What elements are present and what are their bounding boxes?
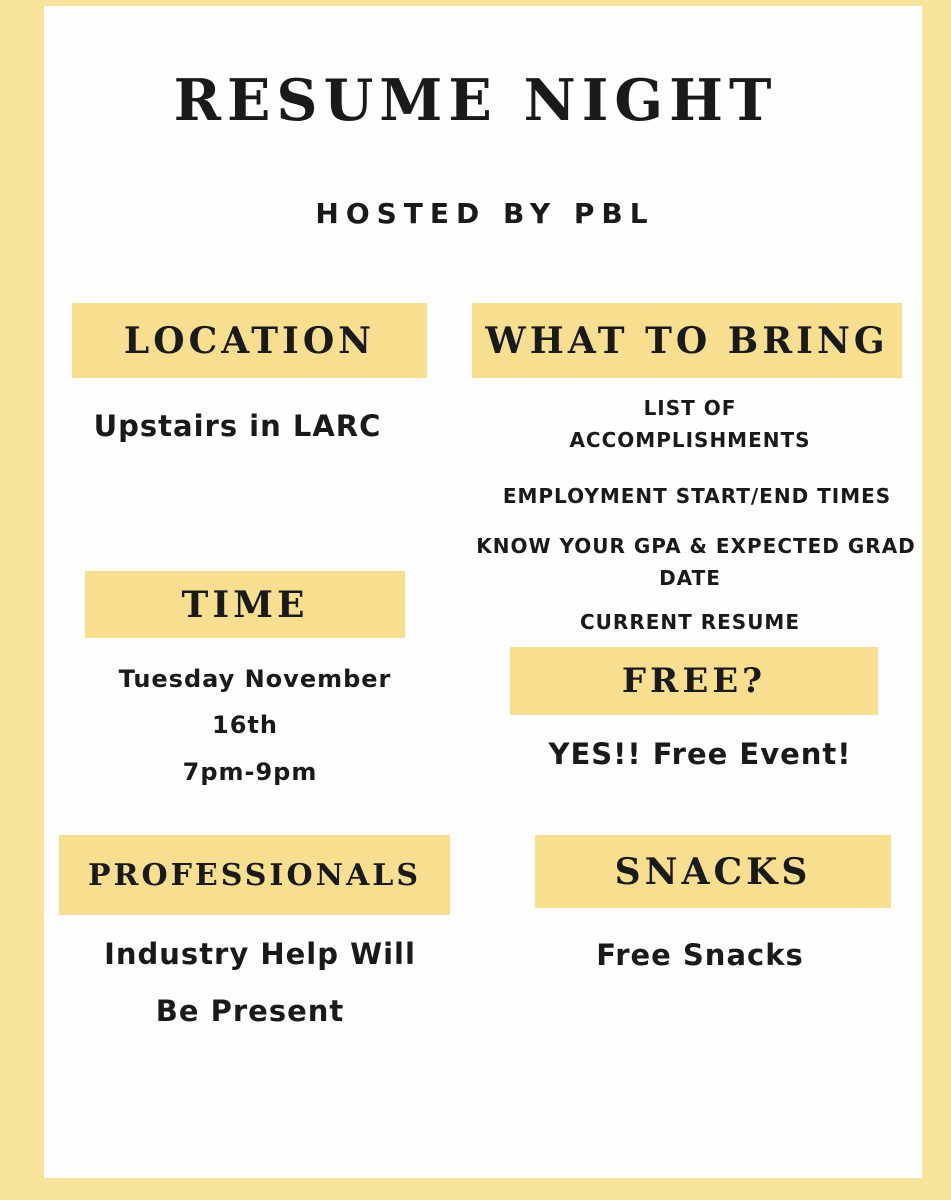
what-to-bring-item: EMPLOYMENT START/END TIMES <box>502 484 892 508</box>
time-line-day: Tuesday November <box>118 665 392 693</box>
free-heading: FREE? <box>510 647 878 715</box>
time-line-date: 16th <box>212 711 278 739</box>
what-to-bring-heading: WHAT TO BRING <box>472 303 902 378</box>
location-text: Upstairs in LARC <box>93 409 382 443</box>
what-to-bring-item: ACCOMPLISHMENTS <box>569 428 811 452</box>
what-to-bring-item: KNOW YOUR GPA & EXPECTED GRAD <box>476 534 916 558</box>
what-to-bring-item: DATE <box>659 566 721 590</box>
time-heading: TIME <box>85 571 405 638</box>
flyer-title: RESUME NIGHT <box>173 67 778 134</box>
location-heading: LOCATION <box>72 303 427 378</box>
time-line-hours: 7pm-9pm <box>182 758 318 786</box>
what-to-bring-item: CURRENT RESUME <box>580 610 800 634</box>
free-text: YES!! Free Event! <box>548 737 852 771</box>
snacks-text: Free Snacks <box>596 938 804 972</box>
snacks-heading: SNACKS <box>535 835 891 908</box>
professionals-line-2: Be Present <box>155 994 345 1028</box>
professionals-heading: PROFESSIONALS <box>59 835 450 915</box>
flyer-subtitle: HOSTED BY PBL <box>315 197 655 230</box>
what-to-bring-item: LIST OF <box>643 396 737 420</box>
professionals-line-1: Industry Help Will <box>104 937 416 971</box>
